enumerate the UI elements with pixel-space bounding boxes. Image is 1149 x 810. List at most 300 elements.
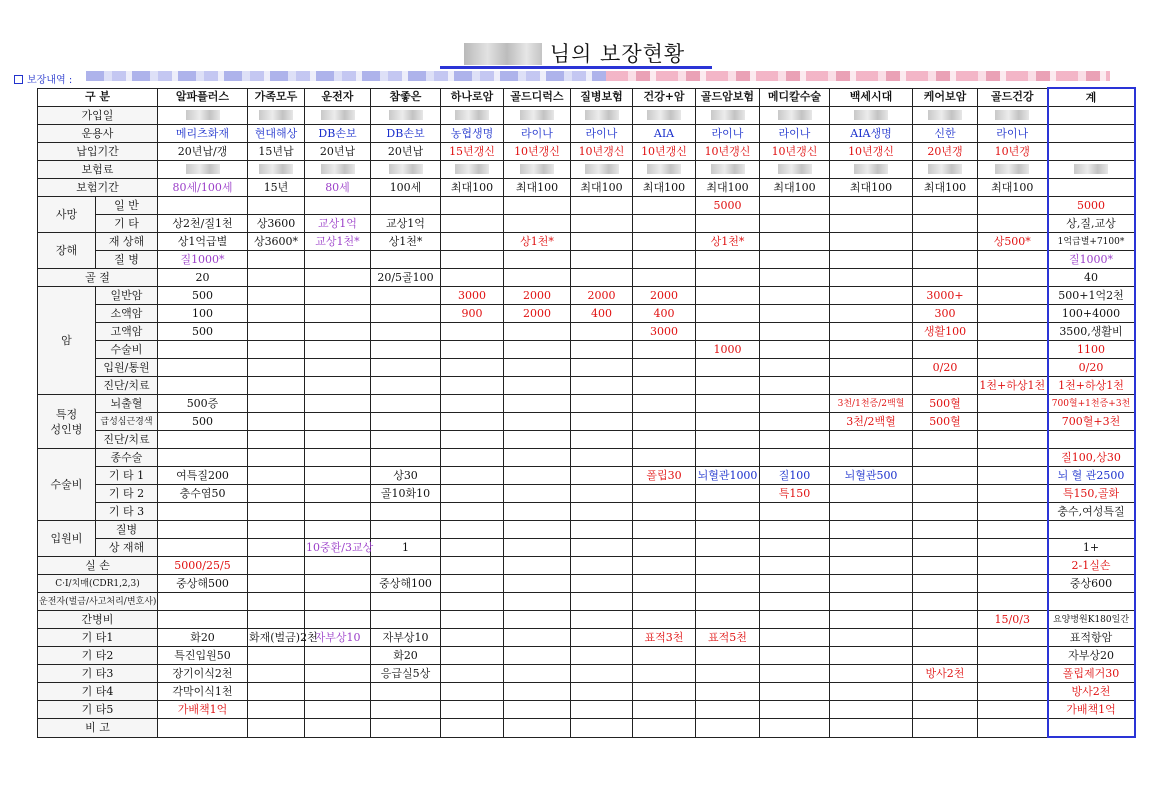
table-cell <box>305 413 371 431</box>
table-cell: 5000 <box>696 197 760 215</box>
table-cell: 자부상10 <box>305 629 371 647</box>
table-cell <box>633 251 696 269</box>
table-cell <box>760 269 830 287</box>
table-cell <box>305 521 371 539</box>
table-cell <box>305 107 371 125</box>
table-cell <box>248 701 305 719</box>
table-cell <box>830 359 913 377</box>
table-cell <box>504 449 571 467</box>
row-group-label: 암 <box>38 287 96 395</box>
table-cell <box>248 503 305 521</box>
table-row <box>38 503 1135 521</box>
table-cell <box>305 503 371 521</box>
table-cell <box>978 467 1048 485</box>
table-cell: 5000/25/5 <box>158 557 248 575</box>
table-cell: 300 <box>913 305 978 323</box>
table-cell: 특150 <box>760 485 830 503</box>
table-cell <box>760 629 830 647</box>
table-cell <box>978 539 1048 557</box>
table-cell: 2000 <box>504 287 571 305</box>
table-cell <box>248 305 305 323</box>
table-cell <box>696 575 760 593</box>
row-label: 보험료 <box>38 161 158 179</box>
table-cell <box>913 377 978 395</box>
table-cell <box>913 719 978 738</box>
row-label: 비 고 <box>38 719 158 738</box>
table-cell <box>571 323 633 341</box>
table-cell <box>830 557 913 575</box>
table-cell <box>913 611 978 629</box>
table-cell: 메리츠화재 <box>158 125 248 143</box>
table-cell <box>504 593 571 611</box>
table-cell <box>441 503 504 521</box>
table-cell <box>633 197 696 215</box>
redacted-value <box>711 164 745 174</box>
row-label: 기 타5 <box>38 701 158 719</box>
table-cell <box>830 233 913 251</box>
table-cell <box>760 377 830 395</box>
table-row <box>38 539 1135 557</box>
table-cell <box>978 665 1048 683</box>
redacted-value <box>259 164 293 174</box>
table-cell <box>760 665 830 683</box>
table-cell <box>696 485 760 503</box>
table-cell <box>633 665 696 683</box>
table-cell <box>633 701 696 719</box>
row-sublabel: 질 병 <box>96 251 158 269</box>
table-row <box>38 521 1135 539</box>
row-sublabel: 일 반 <box>96 197 158 215</box>
table-cell <box>305 323 371 341</box>
table-cell: 신한 <box>913 125 978 143</box>
table-cell <box>571 377 633 395</box>
table-cell <box>760 305 830 323</box>
table-cell <box>248 539 305 557</box>
table-cell: 15/0/3 <box>978 611 1048 629</box>
table-row <box>38 197 1135 215</box>
row-label: 운용사 <box>38 125 158 143</box>
table-cell <box>633 449 696 467</box>
total-cell: 1천+하상1천 <box>1048 377 1135 395</box>
table-cell: 1 <box>371 539 441 557</box>
table-cell: 10년갱신 <box>504 143 571 161</box>
table-cell <box>571 449 633 467</box>
table-cell <box>571 413 633 431</box>
table-cell <box>248 395 305 413</box>
table-cell <box>571 701 633 719</box>
row-label: 납입기간 <box>38 143 158 161</box>
header-product: 케어보암 <box>913 88 978 107</box>
table-cell <box>696 539 760 557</box>
table-cell <box>441 269 504 287</box>
table-cell: 80세/100세 <box>158 179 248 197</box>
redacted-value <box>928 110 962 120</box>
table-cell <box>760 431 830 449</box>
total-cell: 1억급별+7100* <box>1048 233 1135 251</box>
page-title: 님의 보장현황 <box>0 38 1149 68</box>
table-cell <box>441 593 504 611</box>
table-cell <box>441 683 504 701</box>
table-cell <box>830 719 913 738</box>
table-cell <box>504 269 571 287</box>
table-cell <box>305 647 371 665</box>
table-cell <box>158 539 248 557</box>
redacted-value <box>585 164 619 174</box>
redacted-value <box>321 164 355 174</box>
table-cell <box>441 359 504 377</box>
table-cell: 상30 <box>371 467 441 485</box>
table-cell: 100세 <box>371 179 441 197</box>
table-cell <box>978 269 1048 287</box>
table-cell <box>830 503 913 521</box>
table-cell: 3000+ <box>913 287 978 305</box>
table-cell <box>571 575 633 593</box>
redacted-value <box>995 164 1029 174</box>
table-cell <box>504 395 571 413</box>
table-cell: 최대100 <box>913 179 978 197</box>
redacted-value <box>928 164 962 174</box>
row-sublabel: 상 재해 <box>96 539 158 557</box>
table-cell <box>248 647 305 665</box>
table-cell <box>571 611 633 629</box>
table-cell: 질1000* <box>158 251 248 269</box>
row-sublabel: 고액암 <box>96 323 158 341</box>
table-cell <box>978 575 1048 593</box>
total-cell <box>1048 719 1135 738</box>
table-cell: 화재(벌금)2천 <box>248 629 305 647</box>
table-cell <box>248 431 305 449</box>
table-cell <box>913 683 978 701</box>
table-cell <box>696 611 760 629</box>
table-row <box>38 125 1135 143</box>
total-cell <box>1048 593 1135 611</box>
row-sublabel: 소액암 <box>96 305 158 323</box>
table-cell <box>760 593 830 611</box>
table-cell: 1000 <box>696 341 760 359</box>
table-cell: 20 <box>158 269 248 287</box>
table-cell: 10년갱 <box>978 143 1048 161</box>
table-cell <box>978 107 1048 125</box>
table-cell <box>371 449 441 467</box>
table-cell: 10년갱신 <box>633 143 696 161</box>
table-cell <box>441 395 504 413</box>
table-cell <box>696 413 760 431</box>
table-cell <box>913 197 978 215</box>
row-label: 보험기간 <box>38 179 158 197</box>
table-cell <box>248 359 305 377</box>
table-cell <box>305 467 371 485</box>
table-cell <box>441 719 504 738</box>
table-cell: 농협생명 <box>441 125 504 143</box>
redacted-value <box>995 110 1029 120</box>
table-cell <box>978 359 1048 377</box>
table-row <box>38 287 1135 305</box>
table-row <box>38 269 1135 287</box>
table-cell <box>305 305 371 323</box>
row-sublabel: 재 상해 <box>96 233 158 251</box>
table-cell: 표적5천 <box>696 629 760 647</box>
table-cell <box>371 359 441 377</box>
table-cell: 각막이식1천 <box>158 683 248 701</box>
header-total: 계 <box>1048 88 1135 107</box>
table-cell: 응급실5상 <box>371 665 441 683</box>
table-cell <box>504 467 571 485</box>
table-row <box>38 431 1135 449</box>
table-cell <box>371 305 441 323</box>
table-cell <box>913 593 978 611</box>
table-cell <box>978 593 1048 611</box>
table-cell <box>633 341 696 359</box>
row-group-label: 장해 <box>38 233 96 269</box>
table-cell <box>633 161 696 179</box>
table-cell <box>633 269 696 287</box>
table-cell: 최대100 <box>978 179 1048 197</box>
table-cell <box>504 107 571 125</box>
table-cell <box>441 647 504 665</box>
table-row <box>38 485 1135 503</box>
table-cell <box>504 629 571 647</box>
total-cell <box>1048 431 1135 449</box>
table-cell <box>504 341 571 359</box>
table-cell <box>978 449 1048 467</box>
row-sublabel: 기 타 1 <box>96 467 158 485</box>
table-cell: 상3600 <box>248 215 305 233</box>
table-cell <box>571 719 633 738</box>
table-cell <box>830 611 913 629</box>
table-cell <box>978 503 1048 521</box>
row-label: C·I/치매(CDR1,2,3) <box>38 575 158 593</box>
table-cell <box>830 485 913 503</box>
table-cell <box>830 539 913 557</box>
total-cell <box>1048 521 1135 539</box>
table-cell: 상1천* <box>504 233 571 251</box>
table-cell <box>760 413 830 431</box>
table-cell <box>305 431 371 449</box>
table-cell: 3000 <box>633 323 696 341</box>
table-cell <box>696 215 760 233</box>
table-cell <box>248 269 305 287</box>
header-product: 운전자 <box>305 88 371 107</box>
header-product: 알파플러스 <box>158 88 248 107</box>
table-cell <box>830 431 913 449</box>
table-cell <box>248 485 305 503</box>
row-sublabel: 질병 <box>96 521 158 539</box>
table-cell <box>504 683 571 701</box>
table-cell <box>633 377 696 395</box>
table-cell <box>504 323 571 341</box>
header-product: 가족모두 <box>248 88 305 107</box>
table-cell <box>913 449 978 467</box>
total-cell: 요양병원K180일간 <box>1048 611 1135 629</box>
table-cell: 500 <box>158 413 248 431</box>
total-cell: 700혈+1천증+3천 <box>1048 395 1135 413</box>
table-row <box>38 413 1135 431</box>
table-cell <box>978 161 1048 179</box>
table-cell <box>305 251 371 269</box>
table-cell <box>158 161 248 179</box>
table-cell <box>248 341 305 359</box>
total-cell: 충수,여성특질 <box>1048 503 1135 521</box>
header-product: 하나로암 <box>441 88 504 107</box>
table-cell <box>158 449 248 467</box>
redacted-value <box>186 110 220 120</box>
table-cell: 자부상10 <box>371 629 441 647</box>
table-cell: 400 <box>571 305 633 323</box>
row-sublabel: 뇌출혈 <box>96 395 158 413</box>
table-cell <box>571 161 633 179</box>
table-row <box>38 647 1135 665</box>
table-cell: 15년납 <box>248 143 305 161</box>
table-cell: 500증 <box>158 395 248 413</box>
table-cell <box>913 503 978 521</box>
total-cell: 뇌 혈 관2500 <box>1048 467 1135 485</box>
table-cell <box>978 557 1048 575</box>
table-cell: 라이나 <box>760 125 830 143</box>
table-cell <box>305 593 371 611</box>
table-cell: 화20 <box>371 647 441 665</box>
header-product: 골드암보험 <box>696 88 760 107</box>
table-cell <box>633 431 696 449</box>
table-cell: 10중환/3교상 <box>305 539 371 557</box>
table-cell <box>978 683 1048 701</box>
header-category: 구 분 <box>38 88 158 107</box>
table-cell <box>760 449 830 467</box>
row-group-label: 입원비 <box>38 521 96 557</box>
table-cell <box>571 593 633 611</box>
row-sublabel: 진단/치료 <box>96 377 158 395</box>
table-cell <box>371 197 441 215</box>
table-cell <box>305 377 371 395</box>
table-cell <box>760 107 830 125</box>
table-cell <box>633 359 696 377</box>
table-cell <box>913 215 978 233</box>
table-row <box>38 395 1135 413</box>
table-cell: 최대100 <box>696 179 760 197</box>
table-cell <box>913 557 978 575</box>
table-cell <box>978 287 1048 305</box>
table-cell <box>696 323 760 341</box>
row-sublabel: 기 타 <box>96 215 158 233</box>
table-cell <box>760 539 830 557</box>
table-cell: 20년납/갱 <box>158 143 248 161</box>
redacted-value <box>520 164 554 174</box>
table-cell <box>371 683 441 701</box>
table-cell: 20년납 <box>305 143 371 161</box>
table-cell <box>696 269 760 287</box>
table-cell: 0/20 <box>913 359 978 377</box>
row-sublabel: 진단/치료 <box>96 431 158 449</box>
table-row <box>38 629 1135 647</box>
total-cell: 40 <box>1048 269 1135 287</box>
table-cell <box>371 521 441 539</box>
table-cell <box>248 413 305 431</box>
table-cell <box>305 161 371 179</box>
table-cell <box>441 467 504 485</box>
table-cell <box>913 341 978 359</box>
redacted-value <box>778 110 812 120</box>
redacted-value <box>1074 164 1108 174</box>
table-cell <box>696 665 760 683</box>
table-cell: 상1억급별 <box>158 233 248 251</box>
total-cell <box>1048 107 1135 125</box>
table-row <box>38 251 1135 269</box>
table-cell <box>633 233 696 251</box>
header-product: 골드디럭스 <box>504 88 571 107</box>
row-label: 골 절 <box>38 269 158 287</box>
row-group-label: 수술비 <box>38 449 96 521</box>
table-cell <box>913 431 978 449</box>
row-label: 운전자(벌금/사고처리/변호사) <box>38 593 158 611</box>
total-cell: 0/20 <box>1048 359 1135 377</box>
table-cell <box>830 575 913 593</box>
table-cell <box>830 449 913 467</box>
table-cell <box>248 251 305 269</box>
table-cell <box>248 521 305 539</box>
total-cell: 질100,상30 <box>1048 449 1135 467</box>
checkbox-square-icon <box>14 75 23 84</box>
total-cell: 1100 <box>1048 341 1135 359</box>
table-cell <box>633 683 696 701</box>
table-cell <box>830 629 913 647</box>
table-cell: 교상1천* <box>305 233 371 251</box>
table-cell: 라이나 <box>504 125 571 143</box>
table-cell <box>158 611 248 629</box>
table-cell <box>248 467 305 485</box>
table-cell: DB손보 <box>371 125 441 143</box>
table-cell <box>978 251 1048 269</box>
table-cell: 3000 <box>441 287 504 305</box>
table-cell: 중상해100 <box>371 575 441 593</box>
table-cell <box>978 395 1048 413</box>
header-product: 질병보험 <box>571 88 633 107</box>
table-row <box>38 359 1135 377</box>
redacted-value <box>321 110 355 120</box>
table-cell <box>158 377 248 395</box>
table-cell <box>371 431 441 449</box>
table-cell <box>830 665 913 683</box>
table-cell <box>504 359 571 377</box>
row-group-label: 특정 성인병 <box>38 395 96 449</box>
table-cell <box>371 341 441 359</box>
table-cell: 2000 <box>504 305 571 323</box>
table-cell <box>305 557 371 575</box>
table-cell: 80세 <box>305 179 371 197</box>
table-cell <box>504 431 571 449</box>
table-cell: 최대100 <box>633 179 696 197</box>
table-cell: 3천/1천증/2백혈 <box>830 395 913 413</box>
table-cell: 가배책1억 <box>158 701 248 719</box>
table-row <box>38 215 1135 233</box>
table-cell <box>696 701 760 719</box>
table-cell: 500 <box>158 323 248 341</box>
row-sublabel: 수술비 <box>96 341 158 359</box>
table-cell <box>441 197 504 215</box>
row-label: 기 타2 <box>38 647 158 665</box>
total-cell: 2-1실손 <box>1048 557 1135 575</box>
table-cell <box>633 575 696 593</box>
table-cell <box>441 161 504 179</box>
redacted-value <box>389 110 423 120</box>
table-cell <box>158 719 248 738</box>
total-cell: 5000 <box>1048 197 1135 215</box>
table-cell <box>571 215 633 233</box>
table-cell <box>441 521 504 539</box>
redacted-value <box>585 110 619 120</box>
table-cell <box>760 503 830 521</box>
table-cell <box>978 701 1048 719</box>
table-cell: 15년갱신 <box>441 143 504 161</box>
table-cell <box>760 215 830 233</box>
